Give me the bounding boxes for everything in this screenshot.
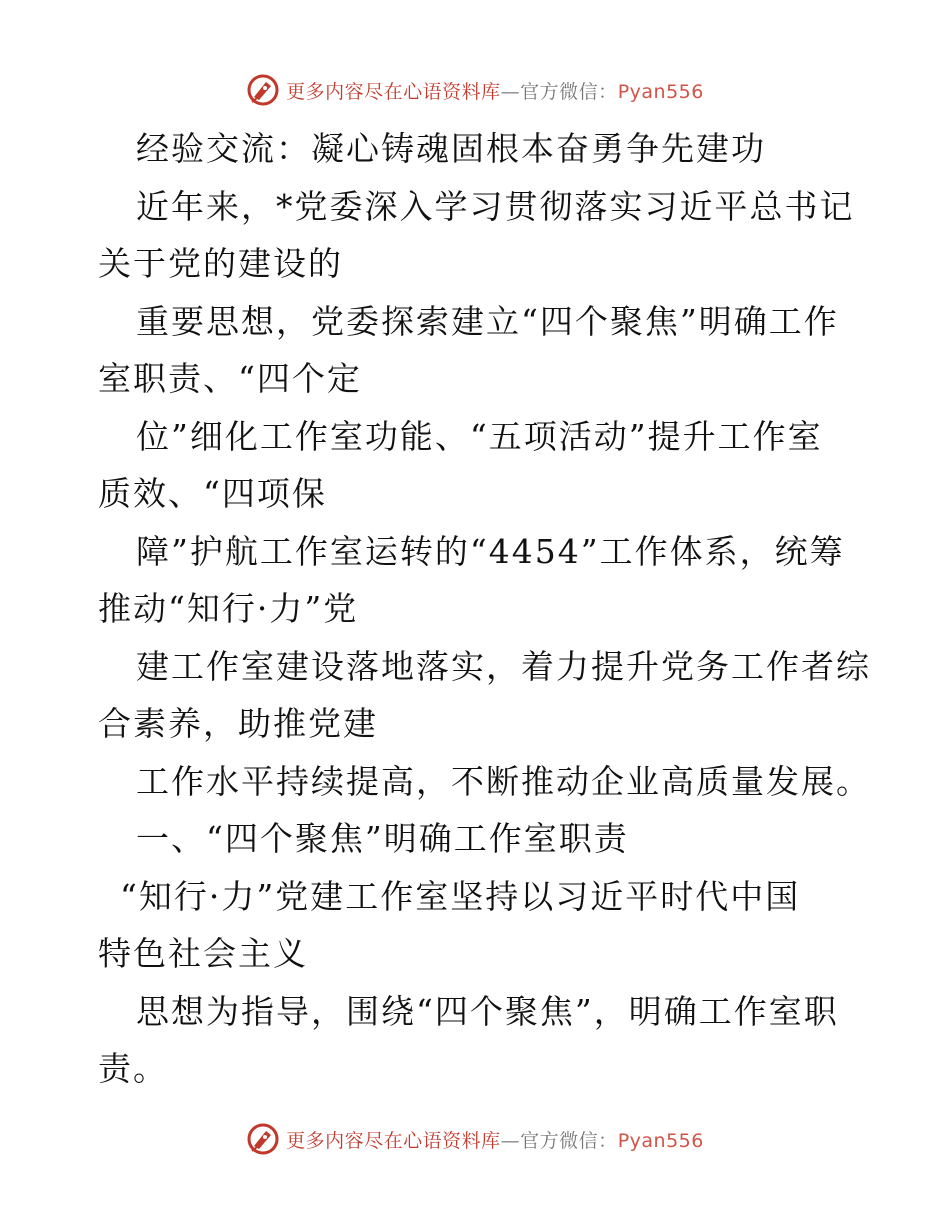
document-body bbox=[98, 120, 871, 1098]
watermark-text: 更多内容尽在心语资料库—官方微信：Pyan556 bbox=[286, 80, 704, 103]
document-title: 经验交流：凝心铸魂固根本奋勇争先建功 bbox=[136, 129, 766, 168]
paragraph-line: 重要思想，党委探索建立“四个聚焦”明确工作 bbox=[136, 301, 839, 341]
paragraph-line: “知行·力”党建工作室坚持以习近平时代中国 bbox=[120, 876, 801, 916]
paragraph-line: 特色社会主义 bbox=[98, 934, 308, 973]
pen-nib-logo bbox=[246, 73, 280, 107]
paragraph-line: 位”细化工作室功能、“五项活动”提升工作室 bbox=[136, 416, 823, 456]
paragraph-line: 工作水平持续提高，不断推动企业高质量发展。 bbox=[136, 761, 871, 801]
paragraph-line: 合素养，助推党建 bbox=[98, 704, 378, 743]
header-watermark bbox=[0, 73, 950, 107]
paragraph-line: 关于党的建设的 bbox=[98, 244, 343, 283]
paragraph-line: 质效、“四项保 bbox=[98, 474, 327, 513]
paragraph-line: 近年来，*党委深入学习贯彻落实习近平总书记 bbox=[136, 186, 855, 226]
pen-nib-logo bbox=[246, 1122, 280, 1156]
paragraph-line: 障”护航工作室运转的“4454”工作体系，统筹 bbox=[136, 531, 845, 571]
paragraph-line: 建工作室建设落地落实，着力提升党务工作者综 bbox=[136, 646, 871, 686]
footer-watermark bbox=[0, 1122, 950, 1156]
paragraph-line: 室职责、“四个定 bbox=[98, 359, 362, 398]
section-heading: 一、“四个聚焦”明确工作室职责 bbox=[136, 819, 629, 858]
paragraph-line: 责。 bbox=[98, 1049, 168, 1088]
watermark-text: 更多内容尽在心语资料库—官方微信：Pyan556 bbox=[286, 1129, 704, 1152]
paragraph-line: 思想为指导，围绕“四个聚焦”，明确工作室职 bbox=[136, 991, 839, 1031]
paragraph-line: 推动“知行·力”党 bbox=[98, 589, 359, 628]
